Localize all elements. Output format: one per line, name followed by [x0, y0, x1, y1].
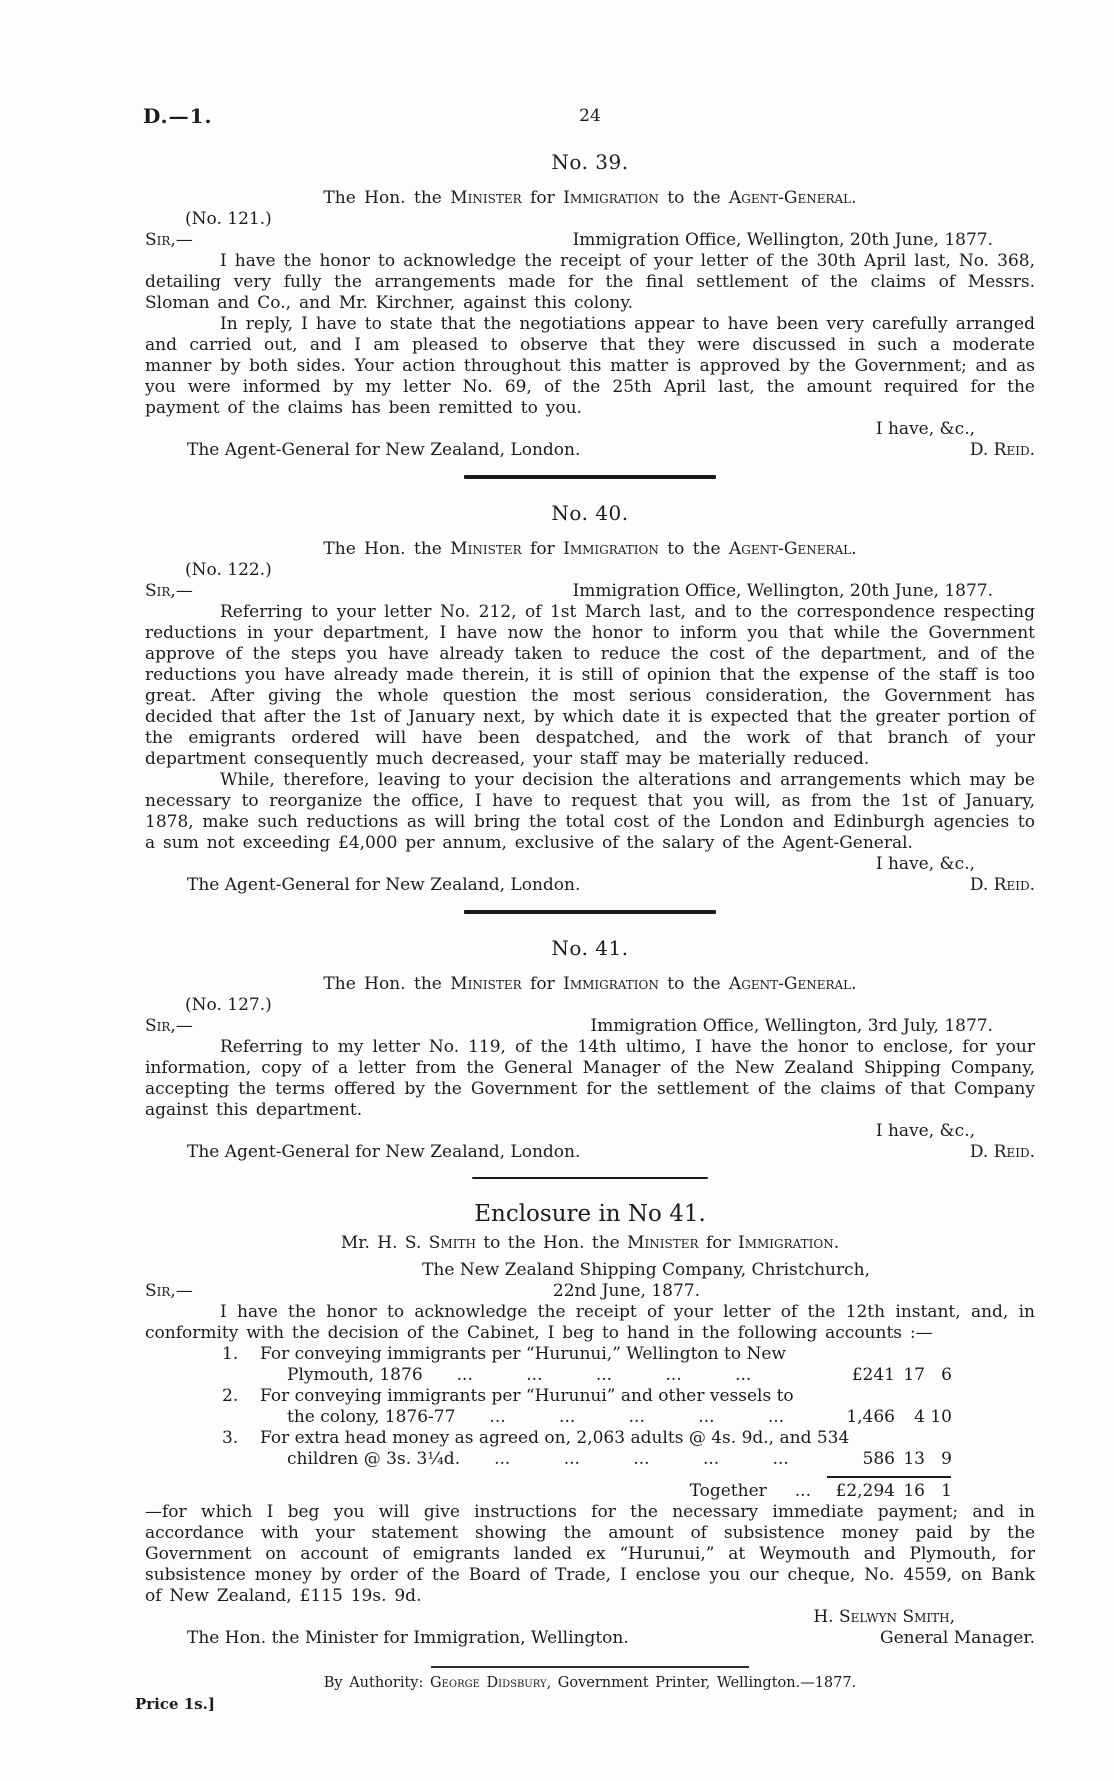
total-row — [145, 1481, 1035, 1502]
enclosure-in-no-41 — [145, 1201, 1035, 1649]
heading-text: to the — [658, 539, 730, 559]
letter-no-40 — [145, 501, 1035, 896]
addressee: The Hon. the Minister for Immigration, Wellington. — [187, 1628, 629, 1648]
enclosure-title: Enclosure in No 41. — [474, 1201, 706, 1227]
signature: D. Reid. — [969, 1142, 1035, 1162]
enclosure-date: 22nd June, 1877. — [552, 1281, 700, 1301]
letter-ref: (No. 121.) — [185, 209, 272, 229]
heading-text: for — [521, 188, 564, 208]
imprint — [145, 1673, 1035, 1694]
item-number: 2. — [222, 1386, 239, 1406]
account-item — [145, 1344, 1035, 1386]
signatory-title: General Manager. — [880, 1628, 1035, 1648]
letter-paragraph: In reply, I have to state that the negotiations appear to have been very carefully arranged and carried out, and I am pleased to observe that they were discussed in such a moderate manner by both sides. Your action throughout this matter is approved by the Government; and as you were informed by my letter No. 69, of the 25th April last, the amount required for the payment of the claims has been remitted to you. — [145, 314, 1035, 418]
salutation: Sir,— — [145, 230, 193, 250]
immigration-smallcaps: Immigration — [563, 188, 659, 208]
heading-text: The Hon. the — [323, 539, 451, 559]
amount-pence: 10 — [930, 1407, 952, 1427]
account-item-amount-row — [145, 1449, 1035, 1470]
valediction: I have, &c., — [875, 854, 975, 874]
agent-general-smallcaps: Agent-General — [729, 188, 852, 208]
enclosure-parties-heading — [145, 1233, 1035, 1254]
item-line1: For conveying immigrants per “Hurunui,” Wellington to New — [260, 1344, 786, 1364]
heading-text: to the — [658, 974, 730, 994]
amount-shillings: 13 — [903, 1449, 925, 1469]
heading-text: . — [851, 539, 857, 559]
page-header — [145, 106, 1035, 128]
item-number: 3. — [222, 1428, 239, 1448]
amount-pence: 6 — [941, 1365, 952, 1385]
account-item — [145, 1428, 1035, 1470]
account-item-text — [145, 1344, 1035, 1365]
total-pence: 1 — [941, 1481, 952, 1501]
immigration-smallcaps: Immigration — [738, 1233, 834, 1253]
amount-pounds: £241 — [851, 1365, 895, 1385]
heading-text: . — [851, 188, 857, 208]
minister-smallcaps: Minister — [450, 974, 522, 994]
total-rule — [827, 1476, 951, 1478]
signature-row — [145, 440, 1035, 461]
signature-row — [145, 875, 1035, 896]
doc-reference: D.—1. — [143, 104, 213, 128]
salutation-row — [145, 1281, 1035, 1302]
item-line2: Plymouth, 1876 — [287, 1365, 423, 1385]
amount-shillings: 17 — [903, 1365, 925, 1385]
item-line1: For extra head money as agreed on, 2,063 adults @ 4s. 9d., and 534 — [260, 1428, 850, 1448]
salutation: Sir,— — [145, 1016, 193, 1036]
section-divider — [472, 1177, 708, 1179]
account-item — [145, 1386, 1035, 1428]
letter-paragraph: Referring to your letter No. 212, of 1st March last, and to the correspondence respecting reductions in your department, I have now the honor to inform you that while the Government approve of the steps you have already taken to reduce the cost of the department, and of the reductions you have already made therein, it is still of opinion that the expense of the staff is too great. After giving the whole question the most serious consideration, the Government has decided that after the 1st of January next, by which date it is expected that the greater portion of the emigrants ordered will have been despatched, and the work of that branch of your department consequently much decreased, your staff may be materially reduced. — [145, 602, 1035, 769]
signature: D. Reid. — [969, 875, 1035, 895]
heading-text: to the — [658, 188, 730, 208]
letter-ref: (No. 127.) — [185, 995, 272, 1015]
letter-title: No. 39. — [551, 150, 629, 174]
agent-general-smallcaps: Agent-General — [729, 974, 852, 994]
dot-leader: ... — [794, 1481, 811, 1501]
price-note: Price 1s.] — [135, 1695, 215, 1713]
heading-text: for — [698, 1233, 739, 1253]
account-item-amount-row — [145, 1407, 1035, 1428]
heading-text: to the Hon. the — [475, 1233, 628, 1253]
account-item-text — [145, 1386, 1035, 1407]
letter-title: No. 41. — [551, 936, 629, 960]
company-address: The New Zealand Shipping Company, Christchurch, — [422, 1260, 870, 1280]
amount-shillings: 4 — [914, 1407, 925, 1427]
page-content — [0, 106, 1114, 1715]
signature: D. Reid. — [969, 440, 1035, 460]
printer-name-smallcaps: George Didsbury — [430, 1675, 547, 1691]
account-item-text — [145, 1428, 1035, 1449]
addressee: The Agent-General for New Zealand, London. — [187, 875, 581, 895]
letter-no-39 — [145, 150, 1035, 461]
immigration-smallcaps: Immigration — [563, 539, 659, 559]
item-line1: For conveying immigrants per “Hurunui” and other vessels to — [260, 1386, 794, 1406]
addressee: The Agent-General for New Zealand, London. — [187, 1142, 581, 1162]
section-divider — [464, 475, 716, 479]
minister-smallcaps: Minister — [627, 1233, 699, 1253]
agent-general-smallcaps: Agent-General — [729, 539, 852, 559]
valediction: I have, &c., — [875, 1121, 975, 1141]
dot-leaders: ... ... ... ... ... — [456, 1365, 752, 1385]
amount-pounds: 586 — [862, 1449, 895, 1469]
amount-pence: 9 — [941, 1449, 952, 1469]
letter-paragraph: While, therefore, leaving to your decision the alterations and arrangements which may be necessary to reorganize the office, I have to request that you will, as from the 1st of January, 1878, make such reductions as will bring the total cost of the London and Edinburgh agencies to a sum not exceeding £4,000 per annum, exclusive of the salary of the Agent-General. — [145, 770, 1035, 853]
letter-parties-heading — [145, 974, 1035, 995]
total-label: Together — [689, 1481, 767, 1501]
salutation-row — [145, 1016, 1035, 1037]
letter-title: No. 40. — [551, 501, 629, 525]
closing-paragraph: —for which I beg you will give instructions for the necessary immediate payment; and in accordance with your statement showing the amount of subsistence money paid by the Government on account of emigrants landed ex “Hurunui,” at Weymouth and Plymouth, for subsistence money by order of the Board of Trade, I enclose you our cheque, No. 4559, on Bank of New Zealand, £115 19s. 9d. — [145, 1502, 1035, 1606]
minister-smallcaps: Minister — [450, 188, 522, 208]
salutation: Sir,— — [145, 581, 193, 601]
letter-paragraph: I have the honor to acknowledge the receipt of your letter of the 30th April last, No. 368, detailing very fully the arrangements made for the final settlement of the claims of Messrs. Sloman and Co., and Mr. Kirchner, against this colony. — [145, 251, 1035, 313]
addressee: The Agent-General for New Zealand, London. — [187, 440, 581, 460]
amount-pounds: 1,466 — [846, 1407, 895, 1427]
minister-smallcaps: Minister — [450, 539, 522, 559]
item-line2: the colony, 1876-77 — [287, 1407, 456, 1427]
letter-parties-heading — [145, 539, 1035, 560]
dateline: Immigration Office, Wellington, 20th June, 1877. — [572, 230, 993, 250]
item-line2: children @ 3s. 3¼d. — [287, 1449, 461, 1469]
total-shillings: 16 — [903, 1481, 925, 1501]
item-number: 1. — [222, 1344, 239, 1364]
heading-text: Mr. H. S. — [340, 1233, 429, 1253]
letter-no-41 — [145, 936, 1035, 1163]
smith-smallcaps: Smith — [428, 1233, 476, 1253]
imprint-text: , Government Printer, Wellington.—1877. — [546, 1675, 857, 1691]
letter-paragraph: Referring to my letter No. 119, of the 14th ultimo, I have the honor to enclose, for your information, copy of a letter from the General Manager of the New Zealand Shipping Company, accepting the terms offered by the Government for the settlement of the claims of that Company against this department. — [145, 1037, 1035, 1120]
accounts-intro: I have the honor to acknowledge the receipt of your letter of the 12th instant, and, in conformity with the decision of the Cabinet, I beg to hand in the following accounts :— — [145, 1302, 1035, 1343]
imprint-text: By Authority: — [323, 1675, 430, 1691]
heading-text: . — [851, 974, 857, 994]
salutation-row — [145, 581, 1035, 602]
letter-parties-heading — [145, 188, 1035, 209]
dot-leaders: ... ... ... ... ... — [494, 1449, 789, 1469]
dot-leaders: ... ... ... ... ... — [489, 1407, 785, 1427]
salutation-row — [145, 230, 1035, 251]
heading-text: . — [833, 1233, 840, 1253]
section-divider — [464, 910, 716, 914]
heading-text: for — [521, 539, 564, 559]
heading-text: The Hon. the — [323, 974, 451, 994]
heading-text: The Hon. the — [323, 188, 451, 208]
signatory-name: H. Selwyn Smith, — [813, 1607, 955, 1627]
valediction: I have, &c., — [875, 419, 975, 439]
salutation: Sir,— — [145, 1281, 193, 1301]
page-number: 24 — [579, 106, 601, 126]
dateline: Immigration Office, Wellington, 20th June, 1877. — [572, 581, 993, 601]
heading-text: for — [521, 974, 564, 994]
letter-ref: (No. 122.) — [185, 560, 272, 580]
total-pounds: £2,294 — [835, 1481, 895, 1501]
signature-row — [145, 1628, 1035, 1649]
signature-row — [145, 1142, 1035, 1163]
immigration-smallcaps: Immigration — [563, 974, 659, 994]
dateline: Immigration Office, Wellington, 3rd July, 1877. — [590, 1016, 993, 1036]
imprint-rule — [431, 1666, 749, 1668]
account-item-amount-row — [145, 1365, 1035, 1386]
